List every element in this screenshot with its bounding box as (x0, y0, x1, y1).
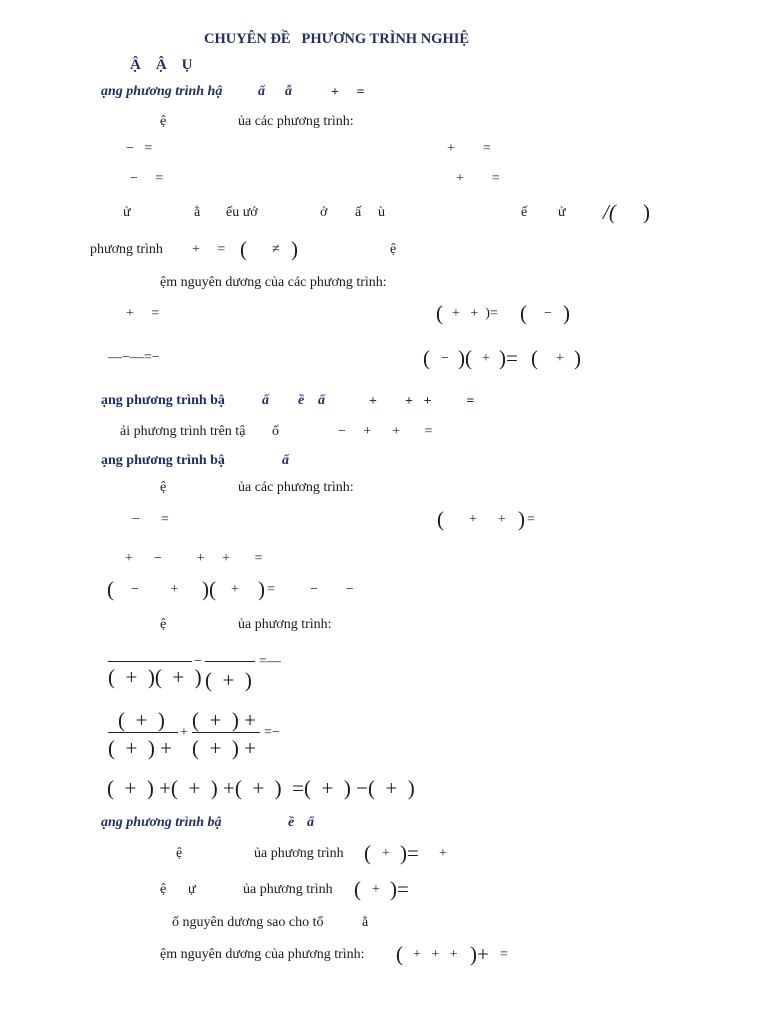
exercise-label: ủa phương trình (243, 882, 333, 897)
equation-right: = (527, 512, 535, 527)
paren: )= (400, 841, 419, 865)
text-fragment: ải phương trình trên tậ (120, 424, 246, 439)
section-3-mark: ẩ (282, 453, 289, 468)
section-1-mark: ấ (258, 84, 265, 99)
section-4-mark: ề (288, 815, 295, 830)
exercise-label: ệ (160, 882, 167, 897)
fraction-bar (205, 661, 255, 662)
section-2-mark: ề (298, 393, 305, 408)
equation: + (372, 882, 380, 897)
equation: + (180, 725, 188, 740)
section-4-heading: ạng phương trình bậ (101, 815, 222, 830)
equation: + (439, 846, 447, 861)
denominator: ( + ) + (192, 736, 256, 760)
equation: = − − (267, 582, 354, 597)
equation-right: + (556, 351, 564, 366)
fraction-bar (108, 732, 178, 733)
equation-left: + = (126, 306, 160, 321)
exercise-label: ủa các phương trình: (238, 114, 354, 129)
exercise-label: ệ (160, 114, 167, 129)
section-4-mark: ẩ (307, 815, 314, 830)
equation-left: − = (132, 512, 169, 527)
paren: )+ (470, 942, 489, 966)
fraction-bar (192, 732, 260, 733)
exercise-label: ố nguyên dương sao cho tổ (172, 915, 324, 930)
paren: )= (390, 877, 409, 901)
equation: ≠ (272, 242, 280, 257)
section-2-mark: ấ (262, 393, 269, 408)
equation-right: − (441, 351, 449, 366)
equation: =— (259, 654, 281, 669)
text-fragment: ) (643, 200, 650, 224)
paren: ) (574, 346, 581, 370)
equation: + + + (413, 947, 458, 962)
numerator: ( + ) (118, 708, 165, 732)
paren: ( (364, 841, 371, 865)
paren: ) (563, 301, 570, 325)
document-subtitle: Ậ Ậ Ụ (130, 57, 193, 73)
paren: ( (436, 301, 443, 325)
section-2-formula: + + + = (369, 394, 475, 409)
text-fragment: ố (272, 424, 279, 439)
section-2-mark: ẩ (318, 393, 325, 408)
paren: ( (107, 577, 114, 601)
equation: + − + + = (125, 551, 263, 566)
section-1-mark: ẫ (285, 84, 292, 99)
text-fragment: ệ (390, 242, 397, 257)
text-fragment: ếu ướ (226, 205, 258, 220)
text-fragment: /( (603, 200, 616, 224)
paren: )( (458, 346, 472, 370)
paren: )( (202, 577, 216, 601)
fraction-bar (108, 661, 192, 662)
exercise-label: ệm nguyên dương của các phương trình: (160, 275, 387, 290)
equation-right: + = (456, 171, 500, 186)
text-fragment: ế (521, 205, 528, 220)
text-fragment: ằ (194, 205, 201, 220)
section-2-heading: ạng phương trình bậ (101, 393, 225, 408)
equation: − (194, 654, 202, 669)
paren: ( (240, 237, 247, 261)
paren: ( (437, 507, 444, 531)
equation: + (231, 582, 239, 597)
equation: ( + ) +( + ) +( + ) =( + ) −( + ) (107, 776, 415, 800)
denominator: ( + )( + ) (108, 665, 202, 689)
paren: ) (291, 237, 298, 261)
exercise-label: ủa phương trình: (238, 617, 332, 632)
paren: ( (520, 301, 527, 325)
exercise-label: ệ (160, 617, 167, 632)
equation-left: − = (126, 141, 153, 156)
paren: ( (531, 346, 538, 370)
exercise-label: ủa các phương trình: (238, 480, 354, 495)
text-fragment: ù (378, 205, 385, 220)
text-fragment: ử (123, 205, 131, 220)
exercise-label: ự (188, 882, 196, 897)
document-title: CHUYÊN ĐỀ PHƯƠNG TRÌNH NGHIỆ (204, 31, 470, 47)
exercise-label: ệm nguyên dương của phương trình: (160, 947, 365, 962)
text-fragment: phương trình (90, 242, 163, 257)
denominator: ( + ) + (108, 736, 172, 760)
section-3-heading: ạng phương trình bậ (101, 453, 225, 468)
text-fragment: ấ (355, 205, 362, 220)
section-1-heading: ạng phương trình hậ (101, 84, 223, 99)
text-fragment: ử (558, 205, 566, 220)
numerator: ( + ) + (192, 708, 256, 732)
paren: )= (499, 346, 518, 370)
equation-right: + + (469, 512, 506, 527)
equation: =− (264, 725, 280, 740)
text-fragment: ở (320, 205, 328, 220)
equation: + (382, 846, 390, 861)
paren: ) (258, 577, 265, 601)
equation: + = (192, 242, 226, 257)
exercise-label: ệ (176, 846, 183, 861)
equation-left: —−—=− (108, 350, 160, 365)
equation-right: − (544, 306, 552, 321)
equation-right: + = (447, 141, 491, 156)
paren: ( (354, 877, 361, 901)
denominator: ( + ) (205, 668, 252, 692)
equation: − + (131, 582, 179, 597)
exercise-label: ủa phương trình (254, 846, 344, 861)
paren: ( (423, 346, 430, 370)
exercise-label: ằ (362, 915, 369, 930)
equation-left: − = (130, 171, 164, 186)
equation-right: + + )= (452, 306, 498, 321)
paren: ) (518, 507, 525, 531)
paren: ( (396, 942, 403, 966)
equation: − + + = (338, 424, 433, 439)
equation: = (500, 947, 508, 962)
exercise-label: ệ (160, 480, 167, 495)
equation-right: + (482, 351, 490, 366)
section-1-formula: + = (331, 85, 365, 100)
